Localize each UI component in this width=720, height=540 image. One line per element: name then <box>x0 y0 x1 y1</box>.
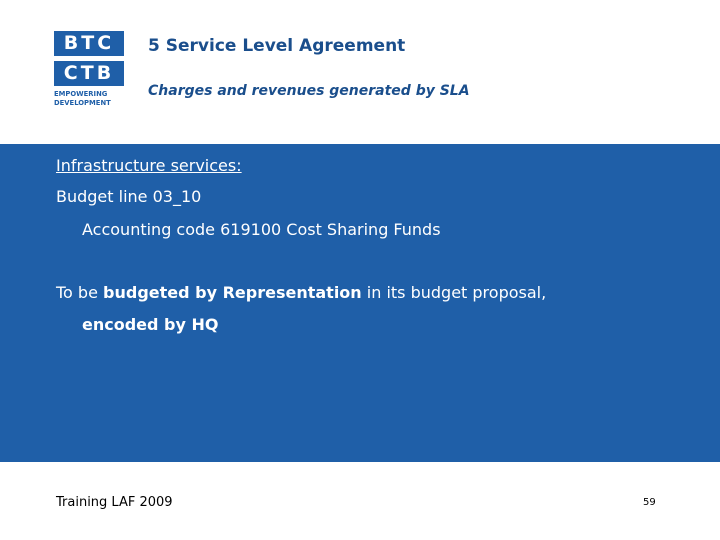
budget-sentence-line2: encoded by HQ <box>82 315 219 334</box>
logo-tagline <box>54 90 128 108</box>
sentence-emphasis-budgeted: budgeted by Representation <box>103 283 362 302</box>
logo-ctb-block: CTB <box>54 61 124 86</box>
section-heading: Infrastructure services: <box>56 156 242 175</box>
logo-btc-block: BTC <box>54 31 124 56</box>
slide-subtitle: Charges and revenues generated by SLA <box>148 83 470 99</box>
logo-tagline-line2: DEVELOPMENT <box>54 99 111 107</box>
logo-tagline-line1: EMPOWERING <box>54 90 108 98</box>
slide-title: 5 Service Level Agreement <box>148 36 406 56</box>
footer-text: Training LAF 2009 <box>56 495 173 510</box>
budget-line-text: Budget line 03_10 <box>56 187 202 206</box>
sentence-part1: To be <box>56 283 104 302</box>
btc-ctb-logo <box>54 31 124 109</box>
content-panel <box>0 144 720 462</box>
accounting-code-text: Accounting code 619100 Cost Sharing Funds <box>82 220 441 239</box>
page-number: 59 <box>643 497 656 508</box>
budget-sentence-line1 <box>56 283 546 302</box>
sentence-part3: in its budget proposal, <box>361 283 547 302</box>
